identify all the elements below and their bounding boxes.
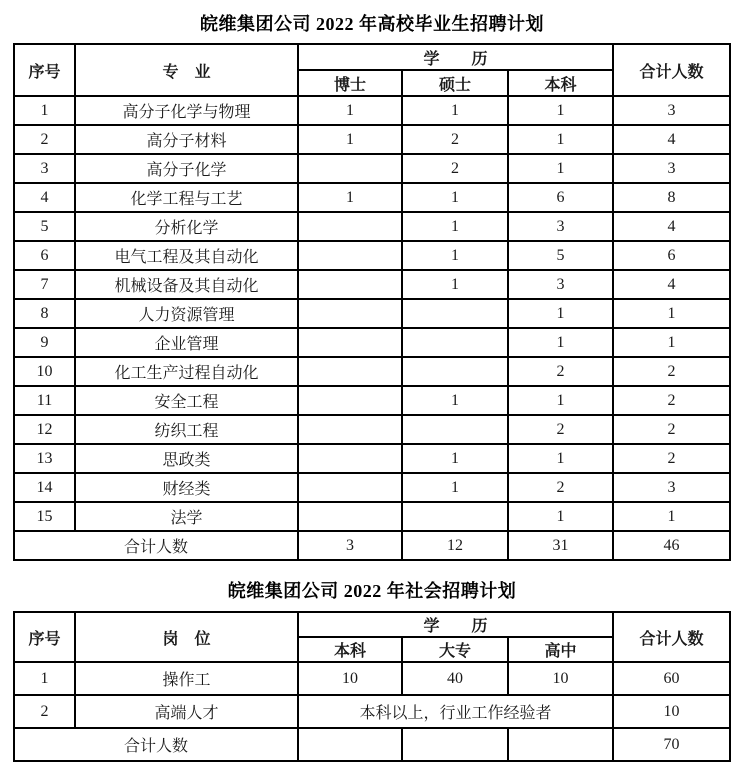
cell-no: 9 — [14, 328, 75, 357]
cell-no: 15 — [14, 502, 75, 531]
cell-master — [402, 502, 508, 531]
table-row — [14, 270, 730, 299]
cell-no: 6 — [14, 241, 75, 270]
cell-highschool: 10 — [508, 662, 613, 695]
cell-master: 1 — [402, 212, 508, 241]
cell-phd — [298, 357, 402, 386]
cell-master: 1 — [402, 386, 508, 415]
cell-no: 10 — [14, 357, 75, 386]
total-row-label: 合计人数 — [14, 531, 298, 560]
cell-total: 3 — [613, 473, 730, 502]
cell-no: 5 — [14, 212, 75, 241]
col-header-no: 序号 — [14, 44, 75, 96]
cell-no: 13 — [14, 444, 75, 473]
cell-phd: 1 — [298, 125, 402, 154]
cell-phd — [298, 241, 402, 270]
cell-no: 14 — [14, 473, 75, 502]
cell-phd — [298, 212, 402, 241]
cell-grand-total: 46 — [613, 531, 730, 560]
cell-total: 2 — [613, 415, 730, 444]
cell-major: 电气工程及其自动化 — [75, 241, 298, 270]
cell-major: 企业管理 — [75, 328, 298, 357]
cell-total: 1 — [613, 299, 730, 328]
cell-no: 7 — [14, 270, 75, 299]
col-header-total: 合计人数 — [613, 44, 730, 96]
col-header-college: 大专 — [402, 637, 508, 662]
col-header-bachelor: 本科 — [508, 70, 613, 96]
cell-phd — [298, 386, 402, 415]
cell-bachelor: 1 — [508, 96, 613, 125]
cell-major: 法学 — [75, 502, 298, 531]
cell-total: 2 — [613, 386, 730, 415]
col-header-education: 学 历 — [298, 612, 613, 637]
table-row — [14, 502, 730, 531]
cell-bachelor: 1 — [508, 328, 613, 357]
cell-total: 3 — [613, 96, 730, 125]
cell-bachelor: 6 — [508, 183, 613, 212]
col-header-phd: 博士 — [298, 70, 402, 96]
cell-master: 1 — [402, 444, 508, 473]
col-header-position: 岗 位 — [75, 612, 298, 662]
col-header-bachelor: 本科 — [298, 637, 402, 662]
col-header-major: 专 业 — [75, 44, 298, 96]
cell-total: 6 — [613, 241, 730, 270]
cell-master: 1 — [402, 241, 508, 270]
campus-recruitment-table — [13, 43, 731, 561]
cell-major: 高分子材料 — [75, 125, 298, 154]
cell-phd — [298, 473, 402, 502]
campus-plan-title: 皖维集团公司 2022 年高校毕业生招聘计划 — [200, 14, 544, 34]
cell-total: 60 — [613, 662, 730, 695]
table-row — [14, 125, 730, 154]
table-row — [14, 96, 730, 125]
cell-bachelor: 1 — [508, 386, 613, 415]
cell-requirement-note: 本科以上，行业工作经验者 — [298, 695, 613, 728]
table-row — [14, 662, 730, 695]
cell-bachelor: 3 — [508, 212, 613, 241]
cell-master — [402, 328, 508, 357]
table-row — [14, 415, 730, 444]
cell-bachelor: 3 — [508, 270, 613, 299]
cell-college-total — [402, 728, 508, 761]
cell-master-total: 12 — [402, 531, 508, 560]
cell-phd — [298, 502, 402, 531]
cell-master: 1 — [402, 96, 508, 125]
cell-phd: 1 — [298, 96, 402, 125]
cell-no: 1 — [14, 96, 75, 125]
cell-bachelor-total — [298, 728, 402, 761]
cell-no: 2 — [14, 695, 75, 728]
cell-major: 财经类 — [75, 473, 298, 502]
table-row — [14, 386, 730, 415]
total-row-label: 合计人数 — [14, 728, 298, 761]
cell-master — [402, 299, 508, 328]
cell-no: 11 — [14, 386, 75, 415]
cell-bachelor: 1 — [508, 154, 613, 183]
cell-total: 10 — [613, 695, 730, 728]
cell-bachelor: 10 — [298, 662, 402, 695]
total-row — [14, 531, 730, 560]
cell-phd — [298, 415, 402, 444]
cell-no: 8 — [14, 299, 75, 328]
cell-grand-total: 70 — [613, 728, 730, 761]
cell-bachelor: 2 — [508, 415, 613, 444]
cell-total: 1 — [613, 502, 730, 531]
cell-bachelor-total: 31 — [508, 531, 613, 560]
cell-master — [402, 357, 508, 386]
header-row-1 — [14, 44, 730, 70]
cell-total: 1 — [613, 328, 730, 357]
social-plan-title: 皖维集团公司 2022 年社会招聘计划 — [227, 581, 517, 601]
cell-phd — [298, 299, 402, 328]
table-row — [14, 328, 730, 357]
cell-phd — [298, 444, 402, 473]
table-row — [14, 695, 730, 728]
table-row — [14, 212, 730, 241]
cell-no: 4 — [14, 183, 75, 212]
header-row-1 — [14, 612, 730, 637]
cell-major: 机械设备及其自动化 — [75, 270, 298, 299]
cell-no: 12 — [14, 415, 75, 444]
social-recruitment-table — [13, 611, 731, 762]
cell-bachelor: 2 — [508, 473, 613, 502]
cell-no: 1 — [14, 662, 75, 695]
cell-major: 纺织工程 — [75, 415, 298, 444]
cell-major: 化工生产过程自动化 — [75, 357, 298, 386]
col-header-education: 学 历 — [298, 44, 613, 70]
cell-major: 高分子化学与物理 — [75, 96, 298, 125]
cell-bachelor: 2 — [508, 357, 613, 386]
cell-phd — [298, 270, 402, 299]
cell-phd — [298, 328, 402, 357]
cell-total: 2 — [613, 357, 730, 386]
col-header-highschool: 高中 — [508, 637, 613, 662]
table-row — [14, 473, 730, 502]
table-row — [14, 183, 730, 212]
cell-college: 40 — [402, 662, 508, 695]
cell-bachelor: 1 — [508, 125, 613, 154]
total-row — [14, 728, 730, 761]
cell-phd: 1 — [298, 183, 402, 212]
cell-bachelor: 1 — [508, 299, 613, 328]
cell-no: 2 — [14, 125, 75, 154]
cell-phd-total: 3 — [298, 531, 402, 560]
table-row — [14, 241, 730, 270]
cell-highschool-total — [508, 728, 613, 761]
col-header-no: 序号 — [14, 612, 75, 662]
cell-major: 思政类 — [75, 444, 298, 473]
col-header-master: 硕士 — [402, 70, 508, 96]
cell-master: 1 — [402, 473, 508, 502]
cell-major: 安全工程 — [75, 386, 298, 415]
cell-master: 1 — [402, 183, 508, 212]
cell-total: 4 — [613, 125, 730, 154]
cell-no: 3 — [14, 154, 75, 183]
table-row — [14, 357, 730, 386]
cell-total: 8 — [613, 183, 730, 212]
cell-position: 操作工 — [75, 662, 298, 695]
cell-total: 2 — [613, 444, 730, 473]
cell-total: 4 — [613, 270, 730, 299]
table-row — [14, 299, 730, 328]
table-row — [14, 444, 730, 473]
table-row — [14, 154, 730, 183]
cell-master: 2 — [402, 154, 508, 183]
cell-bachelor: 1 — [508, 444, 613, 473]
cell-total: 4 — [613, 212, 730, 241]
cell-major: 高分子化学 — [75, 154, 298, 183]
cell-major: 分析化学 — [75, 212, 298, 241]
cell-major: 人力资源管理 — [75, 299, 298, 328]
cell-master: 2 — [402, 125, 508, 154]
cell-major: 化学工程与工艺 — [75, 183, 298, 212]
cell-position: 高端人才 — [75, 695, 298, 728]
col-header-total: 合计人数 — [613, 612, 730, 662]
cell-master — [402, 415, 508, 444]
cell-master: 1 — [402, 270, 508, 299]
cell-bachelor: 1 — [508, 502, 613, 531]
cell-phd — [298, 154, 402, 183]
cell-bachelor: 5 — [508, 241, 613, 270]
cell-total: 3 — [613, 154, 730, 183]
